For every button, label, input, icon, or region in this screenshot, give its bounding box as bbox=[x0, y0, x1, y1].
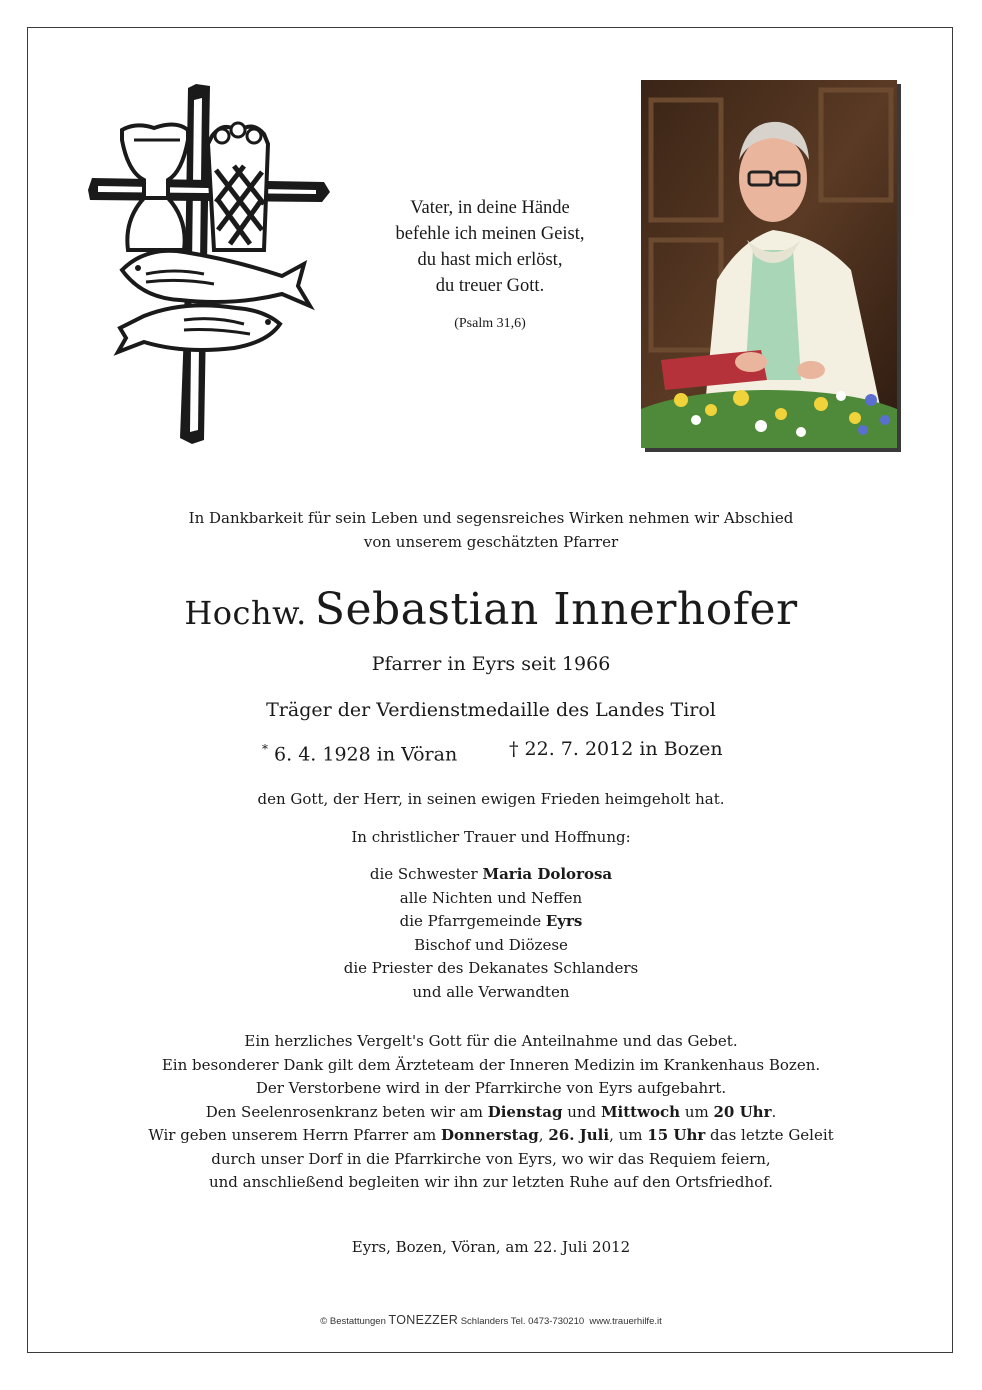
list-item: Bischof und Diözese bbox=[414, 935, 568, 954]
birth-date bbox=[262, 735, 457, 768]
thanks-line: Ein besonderer Dank gilt dem Ärzteteam der Inneren Medizin im Krankenhaus Bozen. bbox=[161, 1055, 821, 1074]
time: 20 Uhr bbox=[713, 1102, 772, 1121]
list-item bbox=[60, 910, 922, 934]
text: , um bbox=[609, 1126, 648, 1144]
footer-brand: TONEZZER bbox=[388, 1313, 459, 1327]
birth-date-text: 6. 4. 1928 in Vöran bbox=[274, 743, 458, 766]
list-item bbox=[60, 863, 922, 887]
list-item-text: die Pfarrgemeinde bbox=[399, 912, 546, 930]
text: und bbox=[562, 1102, 601, 1121]
funeral-line bbox=[60, 1124, 922, 1148]
mourning-line: In christlicher Trauer und Hoffnung: bbox=[351, 828, 631, 846]
day: Donnerstag bbox=[440, 1126, 539, 1144]
place-date: Eyrs, Bozen, Vöran, am 22. Juli 2012 bbox=[351, 1238, 631, 1256]
deceased-name: Sebastian Innerhofer bbox=[314, 584, 798, 635]
list-item: die Priester des Dekanates Schlanders bbox=[343, 959, 639, 977]
list-item: und alle Verwandten bbox=[412, 982, 570, 1001]
rosary-line bbox=[60, 1101, 922, 1125]
list-item-name: Eyrs bbox=[545, 912, 583, 930]
footer-credit bbox=[0, 1313, 982, 1327]
mourners-list bbox=[60, 863, 922, 1004]
psalm-quote bbox=[340, 195, 640, 337]
thanks-line: Ein herzliches Vergelt's Gott für die Anteilnahme und das Gebet. bbox=[244, 1032, 738, 1050]
thanks-section bbox=[60, 1030, 922, 1195]
deceased-name-heading bbox=[60, 582, 922, 641]
time: 15 Uhr bbox=[647, 1126, 706, 1144]
deceased-award: Träger der Verdienstmedaille des Landes Tirol bbox=[266, 699, 716, 721]
text: um bbox=[680, 1102, 714, 1121]
day: Dienstag bbox=[487, 1102, 563, 1121]
text: . bbox=[771, 1102, 777, 1121]
footer-contact: Schlanders Tel. 0473-730210 www.trauerhilfe.it bbox=[458, 1316, 662, 1327]
portrait-photo bbox=[641, 80, 897, 448]
text: , bbox=[538, 1126, 549, 1144]
thanks-line: Der Verstorbene wird in der Pfarrkirche von Eyrs aufgebahrt. bbox=[255, 1079, 727, 1097]
psalm-line: Vater, in deine Hände bbox=[410, 198, 570, 218]
psalm-line: du treuer Gott. bbox=[435, 276, 545, 296]
birth-mark: * bbox=[262, 742, 268, 756]
mourning-line: den Gott, der Herr, in seinen ewigen Frieden heimgeholt hat. bbox=[257, 790, 725, 808]
psalm-source: (Psalm 31,6) bbox=[454, 316, 526, 331]
list-item-text: die Schwester bbox=[369, 865, 483, 883]
intro-line: von unserem geschätzten Pfarrer bbox=[363, 532, 619, 551]
text: Den Seelenrosenkranz beten wir am bbox=[205, 1102, 488, 1121]
footer-prefix: © Bestattungen bbox=[320, 1316, 389, 1327]
thanks-line: und anschließend begleiten wir ihn zur letzten Ruhe auf den Ortsfriedhof. bbox=[208, 1173, 773, 1191]
text: das letzte Geleit bbox=[705, 1126, 834, 1144]
deceased-position: Pfarrer in Eyrs seit 1966 bbox=[371, 653, 611, 675]
thanks-line: durch unser Dorf in die Pfarrkirche von Eyrs, wo wir das Requiem feiern, bbox=[211, 1149, 771, 1168]
date: 26. Juli bbox=[548, 1126, 610, 1144]
honorific: Hochw. bbox=[184, 594, 307, 632]
intro-text bbox=[60, 507, 922, 554]
list-item-name: Maria Dolorosa bbox=[482, 865, 613, 883]
text: Wir geben unserem Herrn Pfarrer am bbox=[148, 1126, 441, 1144]
death-date: † 22. 7. 2012 in Bozen bbox=[509, 738, 723, 760]
list-item: alle Nichten und Neffen bbox=[399, 888, 583, 907]
psalm-line: befehle ich meinen Geist, bbox=[395, 224, 585, 244]
psalm-line: du hast mich erlöst, bbox=[417, 250, 563, 270]
intro-line: In Dankbarkeit für sein Leben und segensreiches Wirken nehmen wir Abschied bbox=[188, 509, 794, 527]
day: Mittwoch bbox=[600, 1102, 681, 1121]
cross-symbol-icon bbox=[84, 80, 336, 450]
